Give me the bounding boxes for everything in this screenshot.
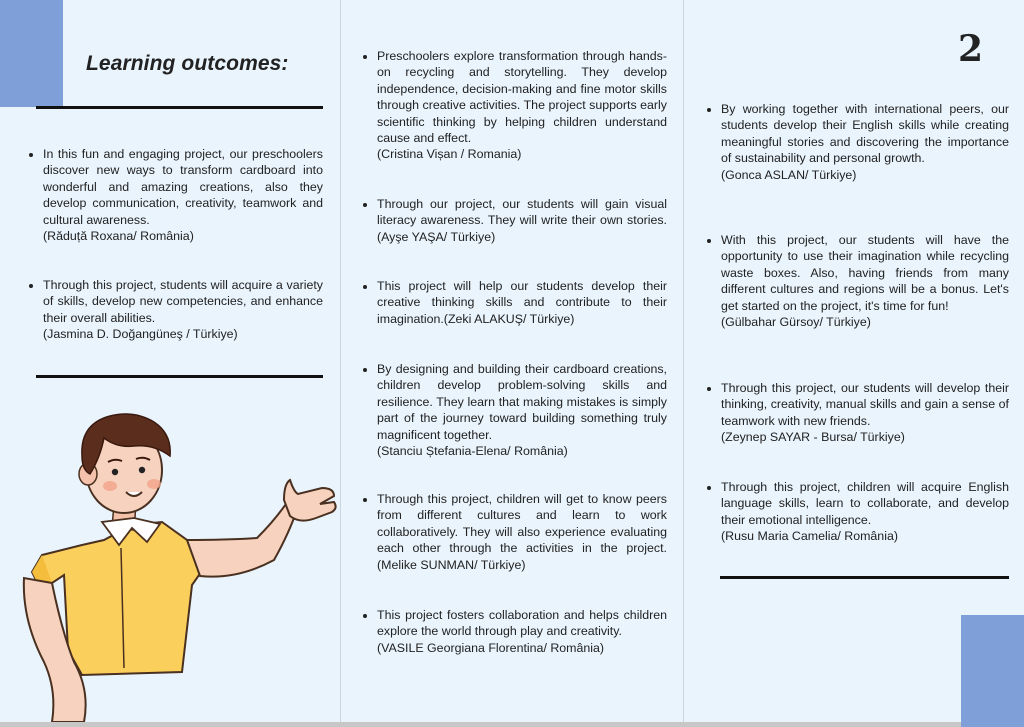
outcome-author: (VASILE Georgiana Florentina/ România): [377, 640, 605, 655]
outcome-item: [721, 380, 1009, 446]
outcome-item: [377, 607, 667, 656]
outcome-text: By working together with international peers, our students develop their English skills while creating meaningful stories and discovering the importance of sustainability and personal growth.: [721, 102, 1009, 166]
outcome-text: This project fosters collaboration and helps children explore the world through play and creativity.: [377, 608, 667, 639]
outcome-text: This project will help our students develop their creative thinking skills and contribute to their imagination.(Zeki ALAKUŞ/ Türkiye): [377, 279, 667, 326]
outcome-item: [43, 277, 323, 343]
outcome-item: [377, 491, 667, 573]
outcome-text: Through this project, our students will develop their thinking, creativity, manual skills and gain a sense of teamwork with new friends.: [721, 381, 1009, 428]
outcome-author: (Răduță Roxana/ România): [43, 229, 194, 244]
accent-block-bottom-right: [961, 615, 1024, 727]
outcome-author: (Rusu Maria Camelia/ România): [721, 529, 898, 544]
outcome-text: Through this project, children will get to know peers from different cultures and learn to work collaboratively. They will also experience evaluating each other through the activities in the project. (Melike SUNMAN/ Türkiye): [377, 492, 667, 572]
bottom-strip: [0, 722, 1024, 727]
outcome-text: With this project, our students will have the opportunity to use their imagination while recycling waste boxes. Also, having friends from many different cultures and regions will be a bonus. Let's get started on the project, it's time for fun!: [721, 233, 1009, 313]
page-number: 2: [958, 28, 984, 70]
accent-block-top-left: [0, 0, 63, 107]
outcome-text: Preschoolers explore transformation through hands-on recycling and storytelling. They develop independence, decision-making and fine motor skills through creative activities. The project supports early scientific thinking by helping children understand cause and effect.: [377, 49, 667, 146]
outcome-item: [377, 278, 667, 327]
outcome-item: [721, 232, 1009, 330]
outcome-author: (Jasmina D. Doğangüneş / Türkiye): [43, 327, 238, 342]
outcome-author: (Cristina Vișan / Romania): [377, 147, 522, 162]
column-divider-right: [683, 0, 684, 722]
outcome-item: [377, 48, 667, 163]
column3-separator: [720, 576, 1009, 579]
outcome-item: [43, 146, 323, 244]
outcome-item: [721, 479, 1009, 545]
outcome-text: Through this project, students will acquire a variety of skills, develop new competencies, and enhance their overall abilities.: [43, 278, 323, 325]
title-underline: [36, 106, 323, 109]
outcome-author: (Zeynep SAYAR - Bursa/ Türkiye): [721, 430, 905, 445]
outcome-author: (Gülbahar Gürsoy/ Türkiye): [721, 315, 871, 330]
outcome-item: [377, 361, 667, 459]
outcome-item: [721, 101, 1009, 183]
outcome-text: In this fun and engaging project, our preschoolers discover new ways to transform cardboard into wonderful and amazing creations, also they develop communication, creativity, teamwork and cultural awareness.: [43, 147, 323, 227]
column1-separator: [36, 375, 323, 378]
outcome-item: [377, 196, 667, 245]
teacher-presenting-icon: [22, 400, 342, 722]
outcome-text: Through our project, our students will gain visual literacy awareness. They will write their own stories. (Ayşe YAŞA/ Türkiye): [377, 197, 667, 244]
outcome-author: (Stanciu Ștefania-Elena/ România): [377, 444, 568, 459]
page-title: Learning outcomes:: [86, 52, 289, 75]
outcome-author: (Gonca ASLAN/ Türkiye): [721, 167, 857, 182]
outcome-text: By designing and building their cardboard creations, children develop problem-solving skills and resilience. They learn that making mistakes is simply part of the journey toward building something truly magnificent together.: [377, 362, 667, 442]
outcome-text: Through this project, children will acquire English language skills, learn to collaborate, and develop their emotional intelligence.: [721, 480, 1009, 527]
